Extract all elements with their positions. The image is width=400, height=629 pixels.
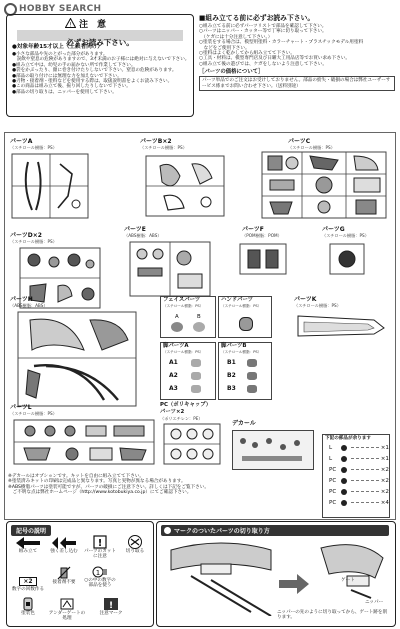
symbol-repeat: ×2 数字の回数作る <box>11 578 45 592</box>
svg-text:!: ! <box>97 538 103 549</box>
foot-b2-shape <box>247 372 257 380</box>
hand-parts-sub: （スチロール樹脂：PS） <box>221 304 262 308</box>
nipper-icon <box>127 535 143 549</box>
part-f <box>230 226 302 286</box>
part-k-title: パーツK <box>294 296 317 303</box>
part-d-sub: （スチロール樹脂：PS） <box>10 239 57 244</box>
prep-section <box>199 14 395 91</box>
part-a <box>10 138 94 226</box>
symbols-box <box>6 521 154 627</box>
face-b-shape <box>193 322 205 332</box>
part-g-title: パーツG <box>322 226 345 233</box>
svg-text:!: ! <box>69 21 72 28</box>
part-h-title: パーツH <box>10 296 33 303</box>
legend-rows <box>323 442 389 508</box>
part-k <box>294 296 390 342</box>
part-e-title: パーツE <box>124 226 146 233</box>
legend-num-icon <box>341 467 347 473</box>
decal-mark <box>240 438 246 444</box>
hand-parts-title: ハンドパーツ <box>221 297 254 303</box>
pc-title: PC（ポリキャップ） <box>160 402 212 408</box>
decal-strip <box>242 456 302 461</box>
part-d-title: パーツD×2 <box>10 232 42 239</box>
symbols-title: 記号の説明 <box>11 525 51 536</box>
foot-a2-shape <box>191 372 201 380</box>
face-a-shape <box>171 322 183 332</box>
part-h <box>10 296 146 414</box>
part-c-sub: （スチロール樹脂：PS） <box>288 145 335 150</box>
foot-b3-shape <box>247 385 257 393</box>
legend-row: PC ×2 <box>329 488 389 495</box>
svg-text:!: ! <box>108 601 114 611</box>
part-c <box>258 138 392 228</box>
legend-row: L ×1 <box>329 444 389 451</box>
legend-row: PC ×2 <box>329 477 389 484</box>
legend-num-icon <box>341 456 347 462</box>
part-b-title: パーツB×2 <box>140 138 172 145</box>
part-f-title: パーツF <box>242 226 264 233</box>
number-circle-icon <box>92 566 108 578</box>
part-g-runner <box>322 240 372 280</box>
part-k-runner <box>294 310 388 340</box>
must-read-banner: 必ずお読み下さい。 <box>17 30 183 41</box>
part-b-sub: （スチロール樹脂：PS） <box>140 145 187 150</box>
arrow-left-icon <box>16 537 40 549</box>
foot-a1: A1 <box>169 359 178 366</box>
part-a-runner <box>10 152 90 222</box>
part-h-sub: （ABS樹脂：ABS） <box>10 303 48 308</box>
price-note-text: パーツ単品でのご注文はお受けしておりません。部品の紛失・破損の場合は弊社ユーザーサービス係までお問い合わせ下さい。（送料別途） <box>199 76 395 91</box>
part-f-runner <box>236 240 290 280</box>
double-arrow-icon <box>52 537 76 549</box>
part-h-runner <box>10 310 144 410</box>
decal <box>232 420 314 472</box>
symbol-no-glue: 接着剤不要 <box>47 566 81 594</box>
part-e-sub: （ABS樹脂：ABS） <box>124 233 162 238</box>
face-parts-sub: （スチロール樹脂：PS） <box>163 304 204 308</box>
no-glue-icon <box>57 566 71 580</box>
caution-mark-icon <box>103 597 119 611</box>
decal-mark <box>266 438 272 444</box>
decal-mark <box>280 444 286 450</box>
legend-num-icon <box>341 445 347 451</box>
cut-method-box <box>156 521 396 627</box>
symbol-paint: 塗装色 <box>11 597 45 625</box>
face-parts-title: フェイスパーツ <box>163 297 201 303</box>
part-b <box>140 138 232 226</box>
decal-mark <box>252 442 258 448</box>
legend-row: PC ×4 <box>329 499 389 506</box>
legend-num-icon <box>341 489 347 495</box>
caution-icon <box>65 18 76 28</box>
symbol-caution-mark: ! 注意マーク <box>91 597 131 625</box>
part-a-title: パーツA <box>10 138 33 145</box>
legend-row: L ×1 <box>329 455 389 462</box>
symbol-press-firmly: 強く差し込む <box>47 537 81 565</box>
pc-sub2: （ポリエチレン：PE） <box>160 416 203 421</box>
symbol-undergate: アンダーゲートの処理 <box>47 597 87 625</box>
face-parts <box>160 296 216 338</box>
foot-b-title: 脚パーツB <box>221 343 247 349</box>
caution-list: ●小さな部品や先のとがった部分があります。 誤飲や窒息の危険がありますので、3才未満のお子様には絶対に与えないで下さい。 ●組み立て中は、幼児の手の届かない所で作業して下さい。 ●袋をかぶったり、顔に巻き付けたりしないで下さい。窒息の危険があります。 ●部品の取り付けには無理な力を加えないで下さい。 ●刃物・接着剤・塗料などを使用する際は、取扱説明書をよくお読み下さい。 ●この商品は組み立て後、振り回したりしないで下さい。 ●部品の切り取りは、ニッパーを使用して下さい。 <box>12 52 190 95</box>
part-l-runner <box>10 418 158 468</box>
warning-icon <box>93 535 107 549</box>
symbol-assemble: 組み立て <box>11 537 45 565</box>
decal-sheet <box>232 430 314 470</box>
undergate-icon <box>59 597 75 611</box>
notes: ※デカールはオプションです。キットを自由に組み立てて下さい。 ※塗装済みキットの印刷は完成品と異なります。写真と実物が異なる場合があります。 ※ABS樹脂パーツは塗装可能ですが、パーツの破損にご注意下さい。詳しくは下記をご覧下さい。 ご不明な点は弊社ホームページ（http://www.kotobukiya.co.jp）にてご確認下さい。 <box>8 474 209 496</box>
star-icon <box>164 527 171 534</box>
symbol-use-number: 1 ○の中の数字の部品を使う <box>83 566 117 594</box>
hand-shape <box>239 317 253 331</box>
decal-mark <box>294 440 300 446</box>
age-warning: ●対象年齢15才以上（上級者向け） <box>12 44 103 50</box>
face-a: A <box>175 314 179 320</box>
part-c-runner <box>258 150 390 222</box>
foot-parts-b <box>218 342 272 400</box>
part-f-sub: （POM樹脂：POM） <box>242 233 282 238</box>
foot-parts-a <box>160 342 216 400</box>
part-l-title: パーツL <box>10 404 32 411</box>
part-e-runner <box>124 240 216 300</box>
paint-icon <box>20 597 36 611</box>
foot-a3-shape <box>191 385 201 393</box>
part-a-sub: （スチロール樹脂：PS） <box>10 145 57 150</box>
foot-a-sub: （スチロール樹脂：PS） <box>163 350 204 354</box>
caution-box <box>6 14 194 117</box>
part-b-runner <box>140 152 230 222</box>
caution-title: 注 意 <box>79 20 107 30</box>
foot-b-sub: （スチロール樹脂：PS） <box>221 350 262 354</box>
pc-runner <box>160 422 224 468</box>
legend-title: 下記の部品が余ります <box>325 436 371 441</box>
foot-a3: A3 <box>169 385 178 392</box>
nipper-label: ニッパー <box>365 600 384 605</box>
part-k-sub: （スチロール樹脂：PS） <box>294 303 341 308</box>
symbol-cut-caution: ! パーツのカットに注意 <box>83 535 117 565</box>
gate-label: ゲート <box>341 578 355 583</box>
part-g-sub: （スチロール樹脂：PS） <box>322 233 369 238</box>
watermark-text: HOBBY SEARCH <box>19 4 102 14</box>
part-l-sub: （スチロール樹脂：PS） <box>10 411 57 416</box>
spare-parts-legend <box>322 434 390 518</box>
foot-b1: B1 <box>227 359 236 366</box>
repeat-x2-badge: ×2 <box>19 577 36 586</box>
foot-a1-shape <box>191 359 201 367</box>
cut-method-header: マークのついたパーツの切り取り方 <box>161 525 389 536</box>
pc-sub: パーツ×2 <box>160 409 185 415</box>
face-b: B <box>197 314 201 320</box>
prep-title: ■組み立てる前に必ずお読み下さい。 <box>199 14 315 22</box>
prep-list: ○組み立てる前に必ずパーツリストで部品を確認して下さい。 ○パーツはニッパー・カッター等で丁寧に切り取って下さい。 （ケガには十分注意して下さい。） ○塗装をする場合は、模型用塗料・カラーチャート・プラスチックモデル用塗料 などをご使用下さい。 ○塗料はよく乾かしてから組み立てて下さい。 ○工具・材料は、模型専門店及び日曜大工用品店等でお買い求め下さい。 ○組み立て後の遊びでは、ケガをしないよう注意して下さい。 <box>199 24 364 67</box>
legend-row: PC ×2 <box>329 466 389 473</box>
pc-parts <box>160 402 226 472</box>
foot-b2: B2 <box>227 372 236 379</box>
hand-parts <box>218 296 272 338</box>
foot-a2: A2 <box>169 372 178 379</box>
foot-b3: B3 <box>227 385 236 392</box>
symbol-cut: 切り取る <box>119 535 151 565</box>
decal-title: デカール <box>232 420 256 427</box>
cut-caption: ニッパーの先のように切り取ってから、ゲート跡を削ります。 <box>277 610 388 621</box>
legend-num-icon <box>341 500 347 506</box>
foot-a-title: 脚パーツA <box>163 343 189 349</box>
foot-b1-shape <box>247 359 257 367</box>
svg-text:1: 1 <box>95 569 101 577</box>
part-g <box>322 226 392 286</box>
price-note-title: ［パーツの価格について］ <box>199 69 264 76</box>
legend-num-icon <box>341 478 347 484</box>
part-e <box>124 226 218 302</box>
part-l <box>10 404 160 470</box>
part-c-title: パーツC <box>288 138 311 145</box>
